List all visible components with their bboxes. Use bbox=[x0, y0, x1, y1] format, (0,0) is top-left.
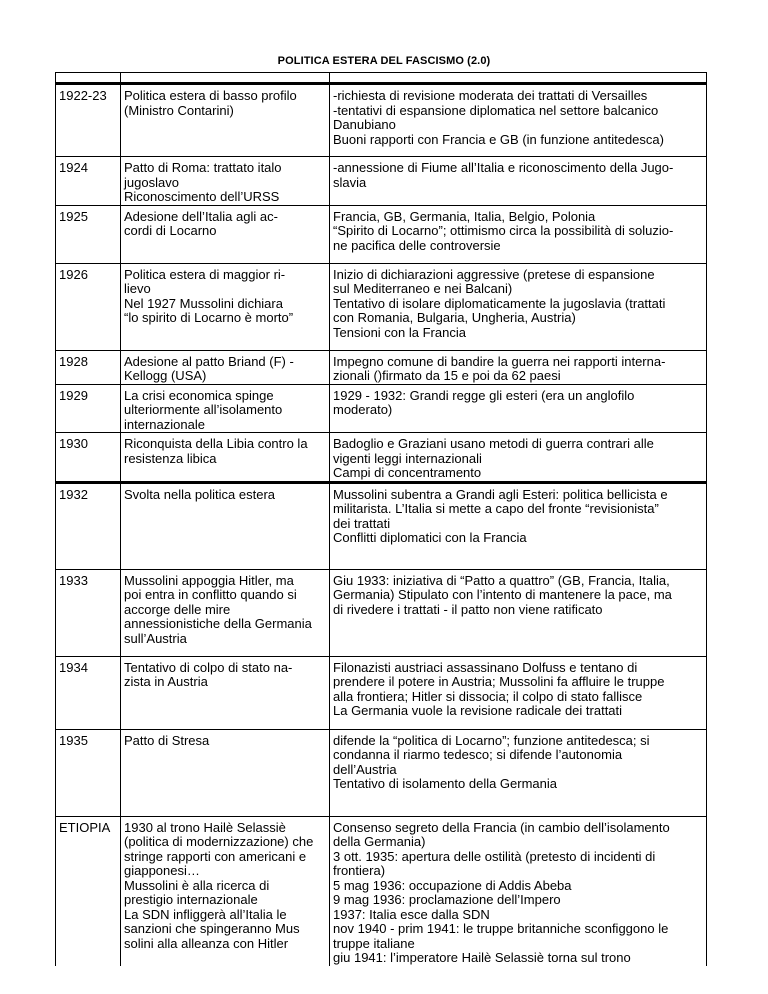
policy-cell: Svolta nella politica estera bbox=[121, 482, 330, 569]
table-row bbox=[56, 350, 707, 384]
table-row bbox=[56, 263, 707, 350]
timeline-table bbox=[55, 72, 707, 966]
header-cell-policy bbox=[121, 73, 330, 84]
year-cell: 1924 bbox=[56, 157, 121, 206]
table-row bbox=[56, 205, 707, 263]
details-cell: Consenso segreto della Francia (in cambio dell’isolamento della Germania) 3 ott. 1935: apertura delle ostilità (pretesto di incidenti di frontiera) 5 mag 1936: occupazione di Addis Abeba 9 mag 1936: proclamazione dell’Impero 1937: Italia esce dalla SDN nov 1940 - prim 1941: le truppe britanniche sconfiggono le truppe italiane giu 1941: l’imperatore Hailè Selassiè torna sul trono bbox=[330, 816, 707, 966]
year-cell: 1928 bbox=[56, 350, 121, 384]
table-row bbox=[56, 729, 707, 816]
policy-cell: Patto di Roma: trattato italo jugoslavo Riconoscimento dell’URSS bbox=[121, 157, 330, 206]
year-cell: 1934 bbox=[56, 656, 121, 729]
policy-cell: Riconquista della Libia contro la resistenza libica bbox=[121, 433, 330, 483]
details-cell: Inizio di dichiarazioni aggressive (pretese di espansione sul Mediterraneo e nei Balcani) Tentativo di isolare diplomaticamente la jugoslavia (trattati con Romania, Bulgaria, Ungheria, Austria) Tensioni con la Francia bbox=[330, 263, 707, 350]
details-cell: Mussolini subentra a Grandi agli Esteri: politica bellicista e militarista. L’Italia si mette a capo del fronte “revisionista” dei trattati Conflitti diplomatici con la Francia bbox=[330, 482, 707, 569]
details-cell: Francia, GB, Germania, Italia, Belgio, Polonia “Spirito di Locarno”; ottimismo circa la possibilità di soluzio- ne pacifica delle controversie bbox=[330, 205, 707, 263]
header-cell-details bbox=[330, 73, 707, 84]
policy-cell: Politica estera di maggior ri- lievo Nel 1927 Mussolini dichiara “lo spirito di Locarno è morto” bbox=[121, 263, 330, 350]
details-cell: difende la “politica di Locarno”; funzione antitedesca; si condanna il riarmo tedesco; si difende l’autonomia dell’Austria Tentativo di isolamento della Germania bbox=[330, 729, 707, 816]
policy-cell: La crisi economica spinge ulteriormente all’isolamento internazionale bbox=[121, 384, 330, 433]
policy-cell: Adesione al patto Briand (F) - Kellogg (USA) bbox=[121, 350, 330, 384]
document-title: POLITICA ESTERA DEL FASCISMO (2.0) bbox=[277, 55, 491, 67]
policy-cell: Politica estera di basso profilo (Ministro Contarini) bbox=[121, 84, 330, 157]
table-row bbox=[56, 482, 707, 569]
details-cell: Filonazisti austriaci assassinano Dolfuss e tentano di prendere il potere in Austria; Mussolini fa affluire le truppe alla frontiera; Hitler si dissocia; il colpo di stato fallisce La Germania vuole la revisione radicale dei trattati bbox=[330, 656, 707, 729]
table-row bbox=[56, 157, 707, 206]
policy-cell: 1930 al trono Hailè Selassiè (politica di modernizzazione) che stringe rapporti con americani e giapponesi… Mussolini è alla ricerca di prestigio internazionale La SDN infliggerà all’Italia le sanzioni che spingeranno Mus solini alla alleanza con Hitler bbox=[121, 816, 330, 966]
details-cell: Giu 1933: iniziativa di “Patto a quattro” (GB, Francia, Italia, Germania) Stipulato con l’intento di mantenere la pace, ma di rivedere i trattati - il patto non viene ratificato bbox=[330, 569, 707, 656]
details-cell: -annessione di Fiume all’Italia e riconoscimento della Jugo- slavia bbox=[330, 157, 707, 206]
year-cell: 1926 bbox=[56, 263, 121, 350]
year-cell: 1929 bbox=[56, 384, 121, 433]
policy-cell: Adesione dell’Italia agli ac- cordi di Locarno bbox=[121, 205, 330, 263]
year-cell: 1930 bbox=[56, 433, 121, 483]
policy-cell: Patto di Stresa bbox=[121, 729, 330, 816]
header-row bbox=[56, 73, 707, 84]
year-cell: 1935 bbox=[56, 729, 121, 816]
table-row bbox=[56, 569, 707, 656]
table-row bbox=[56, 656, 707, 729]
year-cell: 1922-23 bbox=[56, 84, 121, 157]
table-row bbox=[56, 384, 707, 433]
policy-cell: Mussolini appoggia Hitler, ma poi entra in conflitto quando si accorge delle mire annessionistiche della Germania sull’Austria bbox=[121, 569, 330, 656]
year-cell: 1925 bbox=[56, 205, 121, 263]
policy-cell: Tentativo di colpo di stato na- zista in Austria bbox=[121, 656, 330, 729]
table-row bbox=[56, 433, 707, 483]
year-cell: 1932 bbox=[56, 482, 121, 569]
details-cell: Impegno comune di bandire la guerra nei rapporti interna- zionali ()firmato da 15 e poi da 62 paesi bbox=[330, 350, 707, 384]
year-cell: 1933 bbox=[56, 569, 121, 656]
table-row bbox=[56, 84, 707, 157]
year-cell: ETIOPIA bbox=[56, 816, 121, 966]
details-cell: Badoglio e Graziani usano metodi di guerra contrari alle vigenti leggi internazionali Campi di concentramento bbox=[330, 433, 707, 483]
table-row bbox=[56, 816, 707, 966]
timeline-table-container bbox=[55, 72, 706, 966]
details-cell: -richiesta di revisione moderata dei trattati di Versailles -tentativi di espansione diplomatica nel settore balcanico Danubiano Buoni rapporti con Francia e GB (in funzione antitedesca) bbox=[330, 84, 707, 157]
timeline-table-body bbox=[56, 73, 707, 966]
details-cell: 1929 - 1932: Grandi regge gli esteri (era un anglofilo moderato) bbox=[330, 384, 707, 433]
header-cell-year bbox=[56, 73, 121, 84]
